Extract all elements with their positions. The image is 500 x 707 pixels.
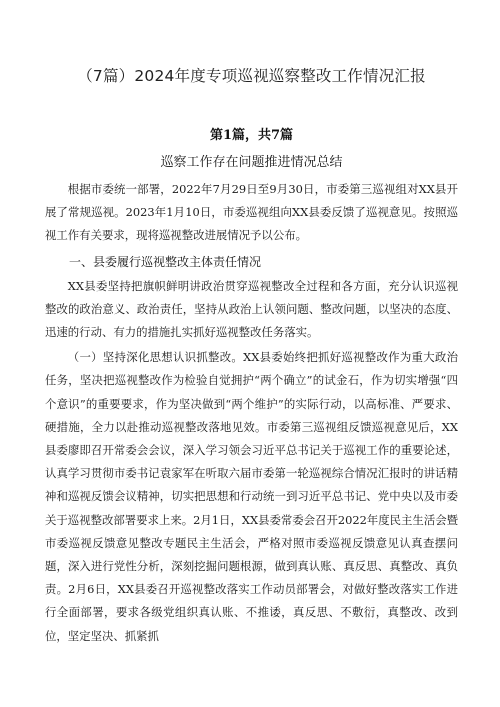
section-title: 巡察工作存在问题推进情况总结 [160,155,343,170]
document-title: （7篇）2024年度专项巡视巡察整改工作情况汇报 [77,67,426,85]
section-number: 第1篇，共7篇 [209,128,294,143]
body-paragraph: XX县委坚持把旗帜鲜明讲政治贯穿巡视整改全过程和各方面，充分认识巡视整改的政治意义、政治责任，坚持从政治上认领问题、整改问题，以坚决的态度、迅速的行动、有力的措施扎实抓好巡视整改任务落实。 [45,278,458,340]
intro-paragraph: 根据市委统一部署，2022年7月29日至9月30日，市委第三巡视组对XX县开展了常规巡视。2023年1月10日，市委巡视组向XX县委反馈了巡视意见。按照巡视工作有关要求，现将巡视整改进展情况予以公布。 [45,182,458,243]
section-heading-1: 一、县委履行巡视整改主体责任情况 [69,254,262,269]
body-paragraph: （一）坚持深化思想认识抓整改。XX县委始终把抓好巡视整改作为重大政治任务，坚决把巡视整改作为检验自觉拥护“两个确立”的试金石，作为切实增强“四个意识”的重要要求，作为坚决做到“两个维护”的实际行动，以高标准、严要求、硬措施，全力以赴推动巡视整改落地见效。市委第三巡视组反馈巡视意见后，XX县委廖即召开常委会会议，深入学习领会习近平总书记关于巡视工作的重要论述，认真学习贯彻市委书记袁家军在听取六届市委第一轮巡视综合情况汇报时的讲话精神和巡视反馈会议精神，切实把思想和行动统一到习近平总书记、党中央以及市委关于巡视整改部署要求上来。2月1日，XX县委常委会召开2022年度民主生活会暨市委巡视反馈意见整改专题民主生活会，严格对照市委巡视反馈意见认真查摆问题，深入进行党性分析，深刻挖掘问题根源，做到真认账、真反思、真整改、真负责。2月6日，XX县委召开巡视整改落实工作动员部署会，对做好整改落实工作进行全面部署，要求各级党组织真认账、不推诿，真反思、不敷衍，真整改、改到位，坚定坚决、抓紧抓 [45,350,458,643]
